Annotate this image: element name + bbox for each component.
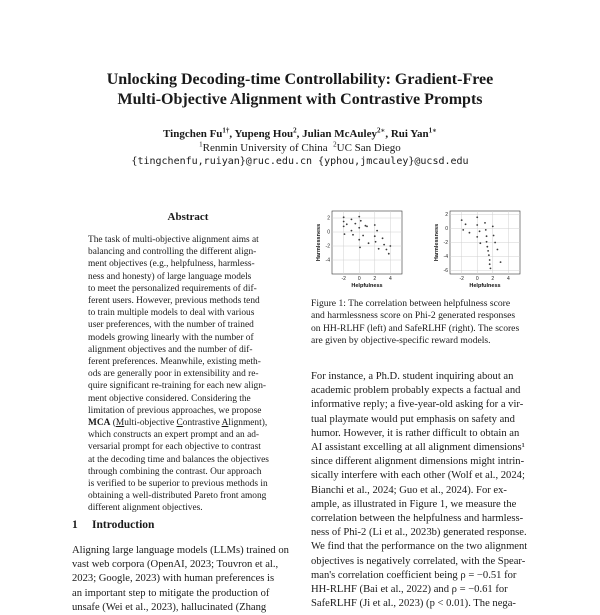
scatter-point — [365, 225, 367, 227]
scatter-point — [388, 253, 390, 255]
section-title: Introduction — [92, 519, 155, 531]
scatter-point — [497, 249, 499, 251]
scatter-point — [362, 235, 364, 237]
abstract-body — [88, 234, 291, 515]
intro-line: an important step to mitigate the production of — [72, 587, 270, 599]
scatter-point — [374, 235, 376, 237]
scatter-point — [354, 223, 356, 225]
abstract-line: to meet the personalized requirements of dif- — [88, 283, 257, 294]
author-name: Tingchen Fu — [163, 128, 223, 140]
scatter-point — [486, 235, 488, 237]
scatter-point — [378, 248, 380, 250]
scatter-point — [351, 230, 353, 232]
body-line: since different alignment dimensions might intrin- — [311, 456, 525, 468]
affiliation-mark: 2 — [333, 140, 337, 149]
body-line: informative reply; a five-year-old asking for a vir- — [311, 399, 524, 411]
scatter-point — [375, 241, 377, 243]
body-line: humor. However, it is rather difficult to obtain an — [311, 427, 520, 439]
author-mark: 1∗ — [428, 126, 437, 135]
abstract-line: ods are generally poor in extensibility and re- — [88, 369, 259, 380]
affiliation-name: UC San Diego — [336, 142, 401, 154]
author-mark: 2 — [293, 126, 297, 135]
author-mark: 1† — [222, 126, 230, 135]
scatter-point — [479, 242, 481, 244]
section-heading-introduction — [72, 519, 302, 531]
y-tick-label: -4 — [443, 254, 448, 261]
scatter-point — [479, 230, 481, 232]
abstract-line: ferent users. However, previous methods tend — [88, 296, 260, 307]
scatter-point — [358, 216, 360, 218]
scatter-point — [374, 224, 376, 226]
scatter-point — [469, 232, 471, 234]
scatter-point — [462, 229, 464, 231]
body-line: sically interfere with each other (Wolf et al., 2024; — [311, 470, 525, 482]
scatter-point — [359, 247, 361, 249]
intro-line: unsafe (Wei et al., 2023), hallucinated (Zhang — [72, 601, 267, 613]
paper-title-line-2: Multi-Objective Alignment with Contrastive Prompts — [117, 91, 483, 108]
abstract-line: models growing linearly with the number of — [88, 332, 254, 343]
scatter-point — [485, 229, 487, 231]
intro-line: Aligning large language models (LLMs) trained on — [72, 545, 289, 556]
scatter-point — [382, 237, 384, 239]
abstract-mca-line: MCA (Multi-objective Contrastive Alignment), — [88, 418, 268, 429]
scatter-point — [344, 233, 346, 235]
section-number: 1 — [72, 519, 78, 531]
abstract-line: balancing and controlling the different align- — [88, 247, 257, 258]
abstract-line: through combining the contrast. Our approach — [88, 466, 262, 477]
scatter-point — [488, 254, 490, 256]
scatter-point — [493, 235, 495, 237]
abstract-line: The task of multi-objective alignment aims at — [88, 235, 259, 245]
body-line: academic problem probably expects a factual and — [311, 385, 521, 397]
scatter-point — [486, 246, 488, 248]
scatter-point — [489, 259, 491, 261]
author-list: Tingchen $Fu^{1\dagger}$, Yupeng Hou$^2$, Julian McAuley$^{2∗}$, Rui Yan$^{1∗}$ — [163, 126, 437, 140]
caption-line: Figure 1: The correlation between helpfulness score — [311, 298, 511, 309]
scatter-point — [492, 226, 494, 228]
x-tick-label: 4 — [506, 276, 510, 282]
scatter-point — [358, 227, 360, 229]
scatter-point — [389, 245, 391, 247]
scatter-point — [343, 221, 345, 223]
scatter-point — [386, 249, 388, 251]
plot-frame — [332, 211, 402, 274]
abstract-heading: Abstract — [167, 211, 209, 223]
y-tick-label: 0 — [327, 229, 330, 236]
body-line: AI assistant excelling at all alignment dimensions¹ — [311, 442, 525, 454]
scatter-plot-hh-rlhf — [316, 211, 402, 289]
caption-line: and harmlessness score on Phi-2 generated responses — [311, 310, 516, 322]
body-line: tual playmate would put emphasis on safety and — [311, 413, 515, 425]
scatter-point — [489, 263, 491, 265]
y-tick-label: 2 — [327, 215, 330, 222]
scatter-point — [476, 236, 478, 238]
intro-line: 2023; Google, 2023) with human preferences is — [72, 573, 275, 585]
scatter-point — [352, 234, 354, 236]
paper-title-line-1: Unlocking Decoding-time Controllability: Gradient-Free — [106, 71, 494, 88]
scatter-point — [368, 242, 370, 244]
abstract-line: ment objective considered. Considering the — [88, 393, 251, 404]
abstract-line: obtaining a well-distributed Pareto front among — [88, 491, 267, 502]
author-mark: 2∗ — [376, 126, 386, 135]
scatter-point — [494, 242, 496, 244]
body-line: man's correlation coefficient being ρ = −0.51 for — [311, 569, 517, 581]
x-axis-label: Helpfulness — [469, 283, 501, 289]
scatter-point — [490, 268, 492, 270]
scatter-point — [486, 241, 488, 243]
author-name: Julian McAuley — [302, 128, 377, 140]
x-tick-label: 2 — [373, 276, 377, 282]
abstract-line: ment objectives (e.g., helpfulness, harmless- — [88, 259, 255, 270]
abstract-line: at the decoding time and balances the objectives — [88, 454, 269, 465]
scatter-point — [484, 222, 486, 224]
caption-line: on HH-RLHF (left) and SafeRLHF (right). The scores — [311, 322, 520, 334]
body-line: SafeRLHF (Ji et al., 2023) (p < 0.01). The nega- — [311, 598, 516, 610]
scatter-point — [346, 223, 348, 225]
y-tick-label: 0 — [445, 226, 448, 233]
scatter-point — [343, 216, 345, 218]
scatter-point — [376, 230, 378, 232]
abstract-line: different alignment objectives. — [88, 503, 203, 514]
author-name: Yupeng Hou — [234, 128, 294, 140]
abstract-line: which constructs an expert prompt and an ad- — [88, 430, 260, 441]
body-line: For instance, a Ph.D. student inquiring about an — [311, 371, 514, 382]
x-tick-label: 0 — [357, 276, 361, 282]
scatter-point — [351, 219, 353, 221]
affiliation-mark: 1 — [199, 140, 203, 149]
scatter-point — [487, 250, 489, 252]
scatter-point — [476, 216, 478, 218]
author-emails: {tingchenfu,ruiyan}@ruc.edu.cn {yphou,jmcauley}@ucsd.edu — [131, 156, 469, 167]
abstract-line: alignment objectives and the number of dif- — [88, 344, 253, 355]
affiliation-name: Renmin University of China — [202, 142, 328, 154]
intro-line: vast web corpora (OpenAI, 2023; Touvron et al., — [72, 559, 279, 571]
scatter-point — [461, 219, 463, 221]
body-line: ness of Phi-2 (Li et al., 2023b) generated response. — [311, 527, 527, 539]
figure-1-scatter-plots — [312, 207, 542, 297]
scatter-point — [343, 226, 345, 228]
figure-caption — [311, 298, 543, 348]
x-tick-label: 0 — [475, 276, 479, 282]
x-axis-label: Helpfulness — [351, 283, 383, 289]
body-line: ample, as illustrated in Figure 1, we measure the — [311, 498, 517, 510]
abstract-line: versarial prompt for each objective to contrast — [88, 442, 261, 453]
abstract-line: quire significant re-training for each new align- — [88, 381, 267, 392]
x-tick-label: 4 — [388, 276, 392, 282]
body-line: Bianchi et al., 2024; Guo et al., 2024). For ex- — [311, 484, 507, 496]
scatter-plot-saferlhf — [434, 211, 520, 289]
body-line: HH-RLHF (Bai et al., 2022) and ρ = −0.61 for — [311, 584, 508, 596]
x-tick-label: 2 — [491, 276, 495, 282]
affiliations — [0, 141, 600, 155]
body-line: correlation between the helpfulness and harmless- — [311, 513, 524, 525]
scatter-point — [366, 226, 368, 228]
scatter-point — [465, 223, 467, 225]
y-axis-label: Harmlessness — [316, 223, 322, 262]
scatter-point — [360, 220, 362, 222]
x-tick-label: -2 — [459, 276, 464, 282]
y-tick-label: -2 — [325, 243, 330, 250]
abstract-line: ferent preferences. Meanwhile, existing meth- — [88, 357, 261, 368]
caption-line: are given by objective-specific reward models. — [311, 335, 491, 347]
y-tick-label: -4 — [325, 257, 330, 264]
y-tick-label: 2 — [445, 212, 448, 219]
scatter-point — [358, 239, 360, 241]
abstract-line: is verified to be superior to previous methods in — [88, 479, 268, 490]
abstract-line: to train multiple models to deal with various — [88, 308, 255, 319]
introduction-body — [72, 544, 300, 615]
body-line: We find that the performance on the two alignment — [311, 541, 528, 553]
y-tick-label: -6 — [443, 268, 448, 275]
y-tick-label: -2 — [443, 240, 448, 247]
scatter-point — [383, 244, 385, 246]
mca-acronym: MCA — [88, 418, 111, 429]
paper-title — [0, 70, 600, 110]
abstract-line: limitation of previous approaches, we propose — [88, 405, 262, 416]
author-name: Rui Yan — [390, 128, 429, 140]
scatter-point — [500, 261, 502, 263]
body-line: objectives is negatively correlated, with the Spear- — [311, 555, 526, 567]
y-axis-label: Harmlessness — [434, 223, 440, 262]
abstract-line: ness and honesty) of large language models — [88, 271, 252, 282]
x-tick-label: -2 — [341, 276, 346, 282]
abstract-line: user preferences, with the number of trained — [88, 320, 254, 331]
right-column-body — [311, 370, 543, 611]
scatter-point — [476, 224, 478, 226]
